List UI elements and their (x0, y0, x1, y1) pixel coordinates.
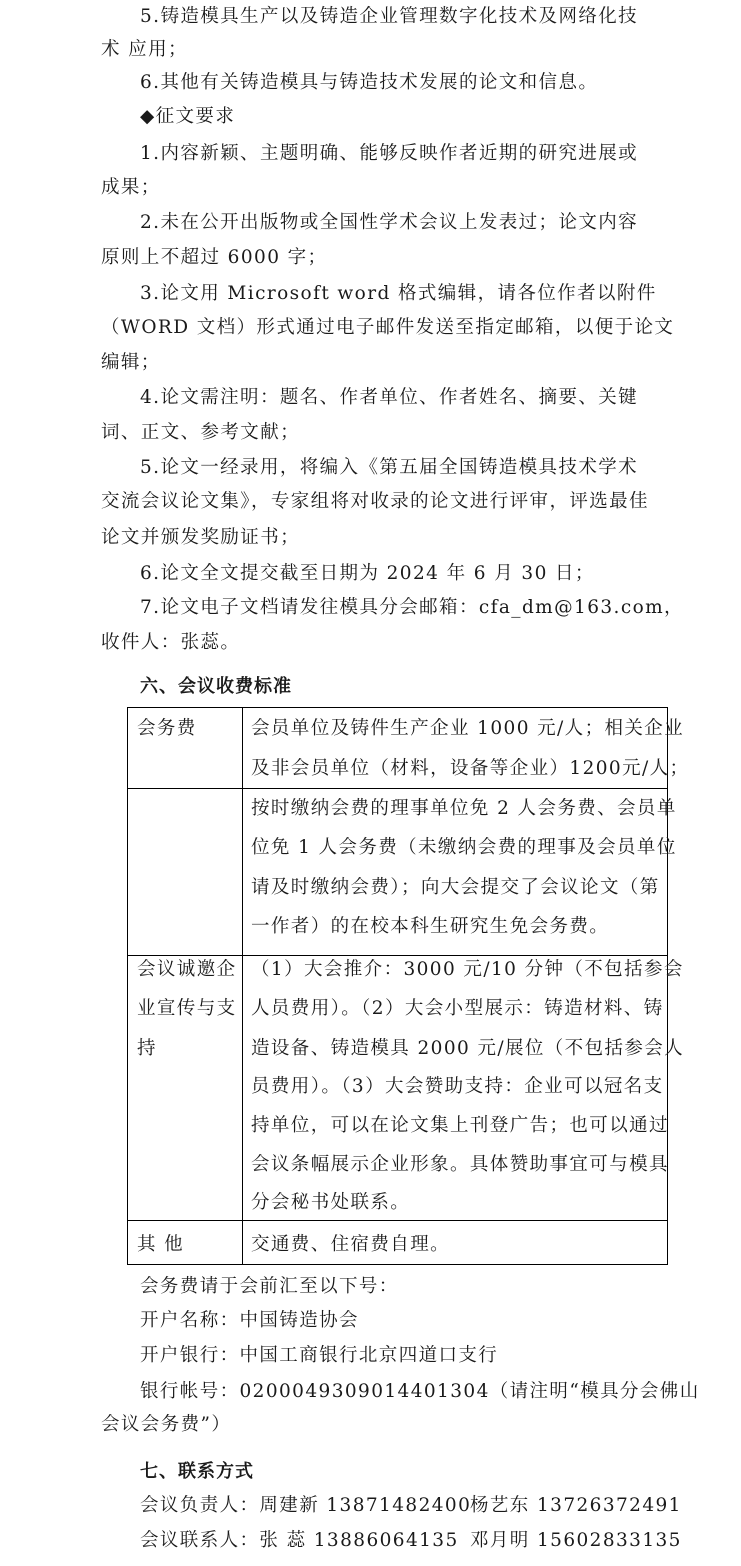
fee-row-sponsorship-line2: 人员费用）。（2）大会小型展示：铸造材料、铸 (251, 998, 664, 1019)
requirement-2-line2: 原则上不超过 6000 字； (101, 247, 328, 268)
fee-row-sponsorship-line4: 员费用）。（3）大会赞助支持：企业可以冠名支 (251, 1076, 664, 1097)
table-row-divider (128, 788, 667, 789)
fee-row-sponsorship-line6: 会议条幅展示企业形象。具体赞助事宜可与模具 (251, 1154, 669, 1175)
fee-row-waiver-line3: 请及时缴纳会费）；向大会提交了会议论文（第 (251, 877, 660, 898)
account-number-line2: 会议会务费”） (101, 1414, 232, 1435)
contact-leader: 会议负责人：周建新 13871482400 (140, 1495, 472, 1516)
topic-item-5-line1: 5.铸造模具生产以及铸造企业管理数字化技术及网络化技 (140, 6, 639, 27)
topic-item-6: 6.其他有关铸造模具与铸造技术发展的论文和信息。 (140, 72, 599, 93)
fee-row-conference-line1: 会员单位及铸件生产企业 1000 元/人；相关企业 (251, 718, 685, 739)
fee-row-label-conference: 会务费 (137, 718, 197, 739)
contact-liaison-second: 邓月明 15602833135 (470, 1530, 682, 1551)
requirement-7-line2: 收件人：张蕊。 (101, 632, 241, 653)
fee-table (127, 707, 690, 1265)
requirements-heading: ◆征文要求 (140, 106, 236, 127)
fees-section-title: 六、会议收费标准 (140, 676, 292, 697)
fee-row-sponsorship-line3: 造设备、铸造模具 2000 元/展位（不包括参会人 (251, 1038, 685, 1059)
requirement-4-line1: 4.论文需注明：题名、作者单位、作者姓名、摘要、关键 (140, 387, 639, 408)
requirement-4-line2: 词、正文、参考文献； (101, 422, 301, 443)
fee-row-sponsorship-line5: 持单位，可以在论文集上刊登广告；也可以通过 (251, 1115, 669, 1136)
requirement-2-line1: 2.未在公开出版物或全国性学术会议上发表过；论文内容 (140, 212, 639, 233)
fee-row-label-other: 其 他 (137, 1234, 185, 1255)
table-row-divider (128, 955, 667, 956)
fee-row-waiver-line2: 位免 1 人会务费（未缴纳会费的理事及会员单位 (251, 837, 677, 858)
topic-item-5-line2: 术 应用； (101, 39, 188, 60)
contact-section-title: 七、联系方式 (140, 1461, 254, 1482)
contact-leader-second: 杨艺东 13726372491 (470, 1495, 682, 1516)
fee-row-waiver-line1: 按时缴纳会费的理事单位免 2 人会务费、会员单 (251, 798, 677, 819)
fee-row-other-line1: 交通费、住宿费自理。 (251, 1234, 451, 1255)
contact-liaison: 会议联系人：张 蕊 13886064135 (140, 1530, 459, 1551)
requirement-3-line2: （WORD 文档）形式通过电子邮件发送至指定邮箱，以便于论文 (101, 317, 675, 338)
account-number-line1: 银行帐号：0200049309014401304（请注明“模具分会佛山 (140, 1381, 700, 1402)
requirement-5-line2: 交流会议论文集》，专家组将对收录的论文进行评审，评选最佳 (101, 491, 649, 512)
table-column-divider (242, 708, 243, 1264)
fee-row-waiver-line4: 一作者）的在校本科生研究生免会务费。 (251, 916, 610, 937)
table-row-divider (128, 1220, 667, 1221)
fee-row-conference-line2: 及非会员单位（材料，设备等企业）1200元/人； (251, 758, 690, 779)
fee-row-label-sponsorship: 业宣传与支 (137, 998, 237, 1019)
requirement-5-line3: 论文并颁发奖励证书； (101, 527, 301, 548)
requirement-1-line1: 1.内容新颖、主题明确、能够反映作者近期的研究进展或 (140, 143, 639, 164)
fee-row-sponsorship-line7: 分会秘书处联系。 (251, 1192, 411, 1213)
fee-row-label-sponsorship: 持 (137, 1038, 157, 1059)
fee-row-sponsorship-line1: （1）大会推介：3000 元/10 分钟（不包括参会 (251, 959, 684, 980)
requirement-7-line1: 7.论文电子文档请发往模具分会邮箱：cfa_dm@163.com， (140, 597, 684, 618)
payment-intro: 会务费请于会前汇至以下号： (140, 1276, 399, 1297)
requirement-5-line1: 5.论文一经录用，将编入《第五届全国铸造模具技术学术 (140, 457, 639, 478)
account-name: 开户名称：中国铸造协会 (140, 1310, 359, 1331)
requirement-3-line1: 3.论文用 Microsoft word 格式编辑，请各位作者以附件 (140, 283, 657, 304)
requirement-3-line3: 编辑； (101, 352, 161, 373)
bank-name: 开户银行：中国工商银行北京四道口支行 (140, 1345, 499, 1366)
requirement-1-line2: 成果； (101, 177, 161, 198)
fee-row-label-sponsorship: 会议诚邀企 (137, 959, 237, 980)
requirement-6: 6.论文全文提交截至日期为 2024 年 6 月 30 日； (140, 563, 595, 584)
